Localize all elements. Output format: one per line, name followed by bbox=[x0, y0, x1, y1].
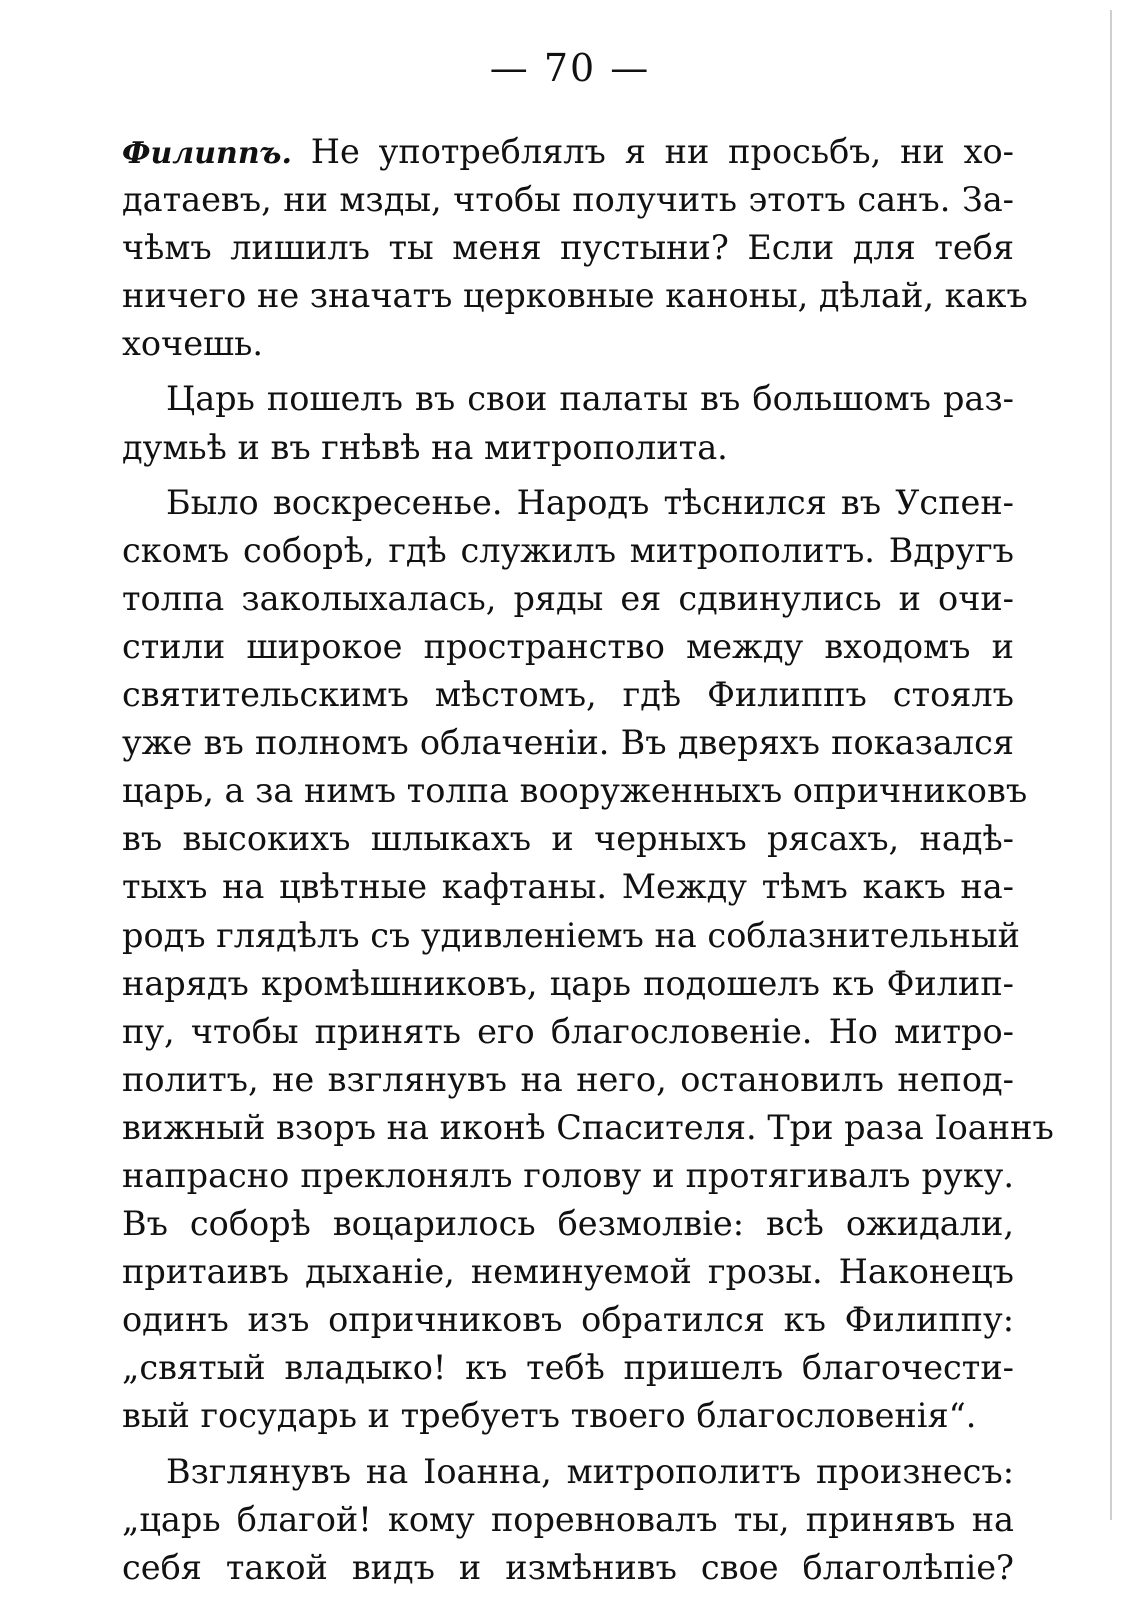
text-line: тыхъ на цвѣтные кафтаны. Между тѣмъ какъ на- bbox=[122, 867, 1014, 907]
text-line: хочешь. bbox=[122, 324, 264, 364]
text-line: Было воскресенье. Народъ тѣснился въ Успен- bbox=[166, 482, 1014, 522]
text-line: святительскимъ мѣстомъ, гдѣ Филиппъ стоялъ bbox=[122, 675, 1014, 715]
page-edge-line bbox=[1110, 10, 1112, 1520]
page-number: — 70 — bbox=[489, 46, 651, 90]
text-line: себя такой видъ и измѣнивъ свое благолѣпіе? bbox=[122, 1547, 1014, 1587]
text-line: скомъ соборѣ, гдѣ служилъ митрополитъ. Вдругъ bbox=[122, 530, 1014, 570]
text-line: напрасно преклонялъ голову и протягивалъ руку. bbox=[122, 1155, 1014, 1195]
text-line: стили широкое пространство между входомъ и bbox=[122, 626, 1014, 666]
text-line bbox=[122, 128, 1014, 176]
paragraph-1 bbox=[122, 128, 1028, 368]
body-text bbox=[122, 128, 1054, 1599]
speaker-name: Филиппъ. bbox=[122, 136, 292, 171]
text-line: вый государь и требуетъ твоего благословенія“. bbox=[122, 1396, 977, 1436]
paragraph-2 bbox=[122, 375, 1014, 471]
text-line: Взглянувъ на Іоанна, митрополитъ произнесъ: bbox=[166, 1451, 1014, 1491]
line-rest: Не употреблялъ я ни просьбъ, ни хо- bbox=[291, 132, 1014, 171]
text-line: одинъ изъ опричниковъ обратился къ Филиппу: bbox=[122, 1300, 1014, 1340]
text-line: уже въ полномъ облаченіи. Въ дверяхъ показался bbox=[122, 723, 1014, 763]
text-line: въ высокихъ шлыкахъ и черныхъ рясахъ, надѣ- bbox=[122, 819, 1014, 859]
text-line: Царь пошелъ въ свои палаты въ большомъ раз- bbox=[166, 379, 1014, 419]
paragraph-3 bbox=[122, 479, 1054, 1441]
text-line: нарядъ кромѣшниковъ, царь подошелъ къ Филип- bbox=[122, 963, 1014, 1003]
text-line: царь, а за нимъ толпа вооруженныхъ опричниковъ bbox=[122, 771, 1028, 811]
text-line: вижный взоръ на иконѣ Спасителя. Три раза Іоаннъ bbox=[122, 1107, 1054, 1147]
text-line: ничего не значатъ церковные каноны, дѣлай, какъ bbox=[122, 276, 1028, 316]
text-line: датаевъ, ни мзды, чтобы получить этотъ санъ. За- bbox=[122, 180, 1014, 220]
text-line: думьѣ и въ гнѣвѣ на митрополита. bbox=[122, 427, 728, 467]
text-line: пу, чтобы принять его благословеніе. Но митро- bbox=[122, 1011, 1014, 1051]
text-line: притаивъ дыханіе, неминуемой грозы. Наконецъ bbox=[122, 1252, 1014, 1292]
text-line: политъ, не взглянувъ на него, остановилъ непод- bbox=[122, 1059, 1014, 1099]
text-line: Въ соборѣ воцарилось безмолвіе: всѣ ожидали, bbox=[122, 1204, 1014, 1244]
text-line: „царь благой! кому поревновалъ ты, принявъ на bbox=[122, 1499, 1014, 1539]
text-line: „святый владыко! къ тебѣ пришелъ благочести- bbox=[122, 1348, 1014, 1388]
text-line: чѣмъ лишилъ ты меня пустыни? Если для тебя bbox=[122, 228, 1014, 268]
paragraph-4 bbox=[122, 1448, 1014, 1592]
text-line: толпа заколыхалась, ряды ея сдвинулись и очи- bbox=[122, 578, 1014, 618]
text-line: родъ глядѣлъ съ удивленіемъ на соблазнительный bbox=[122, 915, 1020, 955]
